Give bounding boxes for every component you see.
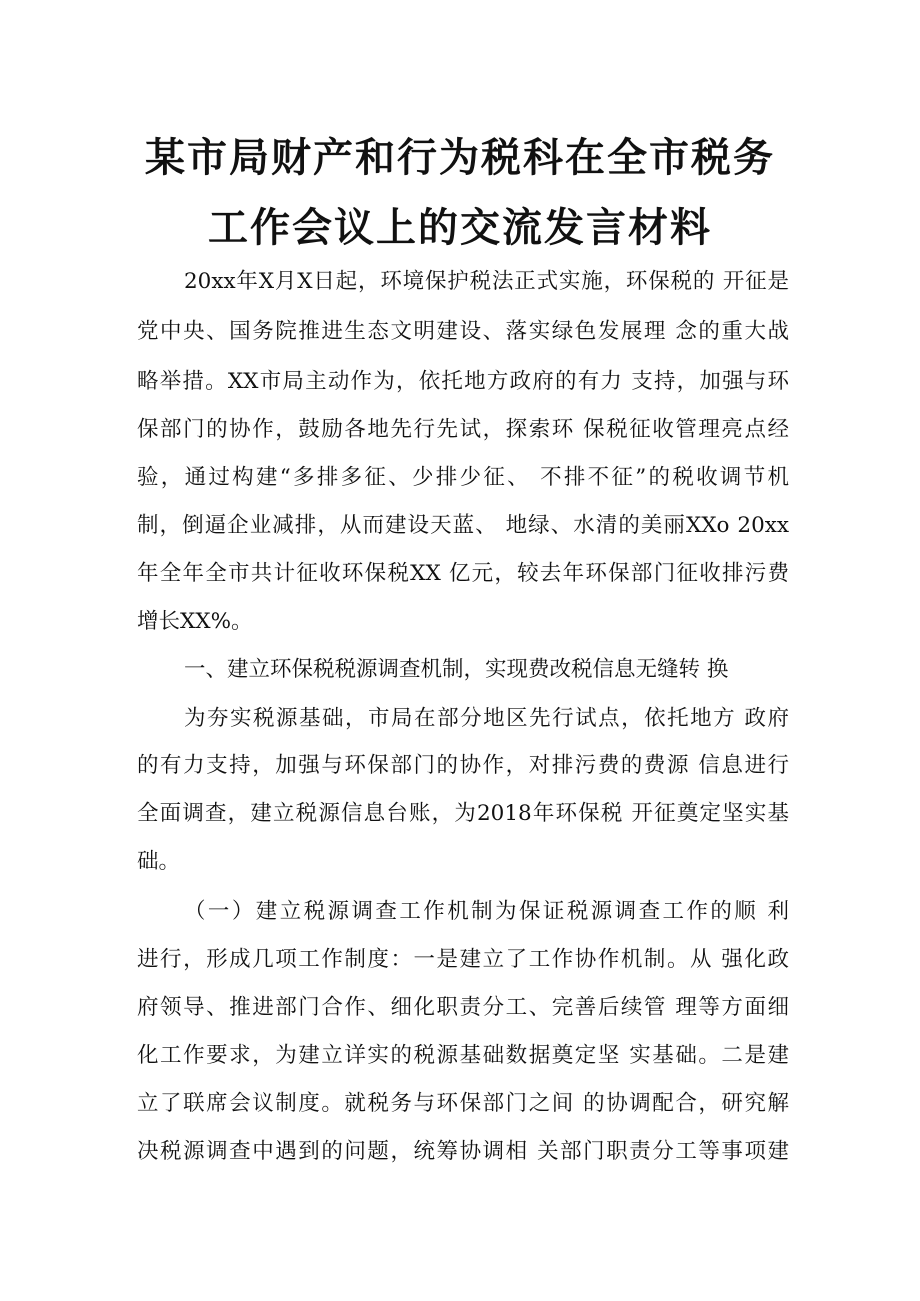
- document-title-line-1: 某市局财产和行为税科在全市税务: [145, 135, 775, 181]
- paragraph-2-line-2: 的有力支持，加强与环保部门的协作，对排污费的费源 信息进行: [137, 753, 789, 778]
- paragraph-1-line-7: 年全年全市共计征收环保税XX 亿元，较去年环保部门征收排污费: [137, 561, 789, 586]
- paragraph-3-line-6: 决税源调查中遇到的问题，统筹协调相 关部门职责分工等事项建: [137, 1139, 789, 1164]
- paragraph-1-line-3: 略举措。XX市局主动作为，依托地方政府的有力 支持，加强与环: [137, 369, 789, 394]
- paragraph-1-line-5: 验，通过构建“多排多征、少排少征、 不排不征”的税收调节机: [137, 465, 789, 490]
- document-title-line-2: 工作会议上的交流发言材料: [208, 205, 712, 251]
- paragraph-1-line-1: 20xx年X月X日起，环境保护税法正式实施，环保税的 开征是: [184, 269, 789, 294]
- paragraph-3-line-3: 府领导、推进部门合作、细化职责分工、完善后续管 理等方面细: [137, 995, 789, 1020]
- paragraph-3-line-2: 进行，形成几项工作制度：一是建立了工作协作机制。从 强化政: [137, 947, 789, 972]
- paragraph-1-line-2: 党中央、国务院推进生态文明建设、落实绿色发展理 念的重大战: [137, 319, 789, 344]
- paragraph-2-line-4: 础。: [137, 849, 181, 874]
- paragraph-2-line-3: 全面调查，建立税源信息台账，为2018年环保税 开征奠定坚实基: [137, 801, 789, 826]
- paragraph-3-line-5: 立了联席会议制度。就税务与环保部门之间 的协调配合，研究解: [137, 1091, 789, 1116]
- paragraph-1-line-6: 制，倒逼企业减排，从而建设天蓝、 地绿、水清的美丽XXo 20xx: [137, 513, 789, 538]
- paragraph-1-line-4: 保部门的协作，鼓励各地先行先试，探索环 保税征收管理亮点经: [137, 417, 789, 442]
- paragraph-3-line-1: （一）建立税源调查工作机制为保证税源调查工作的顺 利: [184, 899, 789, 924]
- paragraph-2-line-1: 为夯实税源基础，市局在部分地区先行试点，依托地方 政府: [184, 706, 789, 731]
- paragraph-3-line-4: 化工作要求，为建立详实的税源基础数据奠定坚 实基础。二是建: [137, 1043, 789, 1068]
- section-heading-1: 一、建立环保税税源调查机制，实现费改税信息无缝转 换: [184, 657, 729, 682]
- paragraph-1-line-8: 增长XX%。: [137, 609, 253, 634]
